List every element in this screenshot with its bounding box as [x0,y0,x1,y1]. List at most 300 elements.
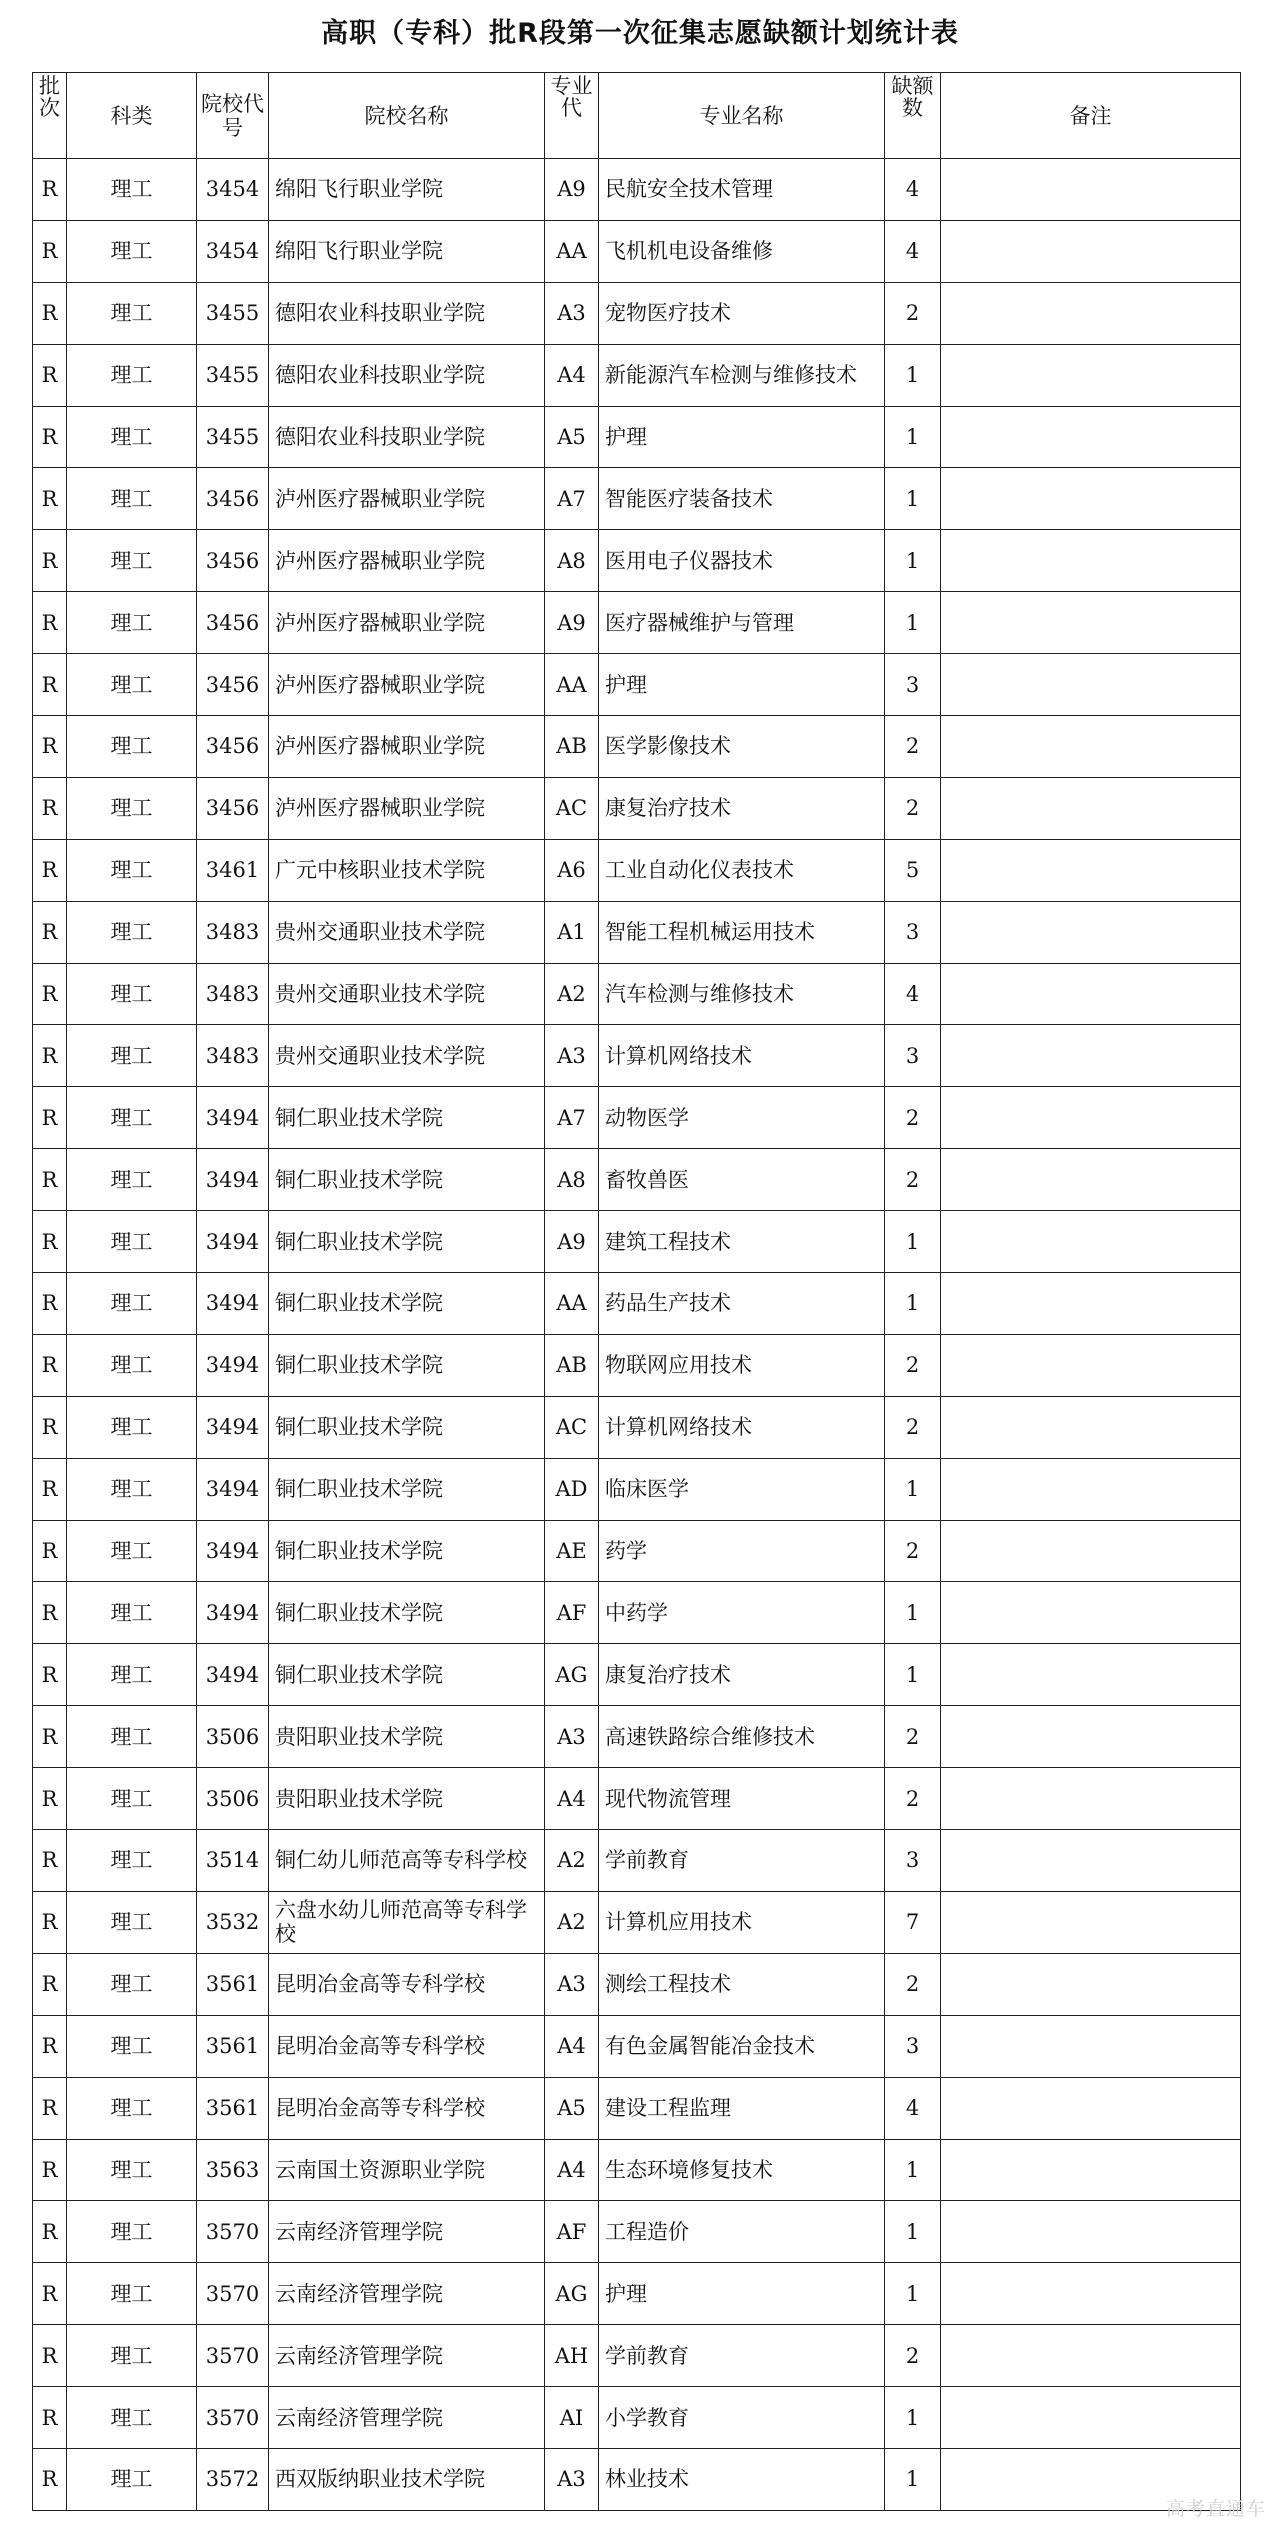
cell-vacancies: 1 [885,1582,941,1644]
cell-remark [941,2015,1241,2077]
cell-major-code: AD [545,1458,599,1520]
table-row [33,1582,1241,1644]
table-row [33,1768,1241,1830]
cell-remark [941,2263,1241,2325]
cell-batch: R [33,1087,67,1149]
cell-batch: R [33,2263,67,2325]
cell-school-code: 3461 [197,839,269,901]
cell-major-name: 宠物医疗技术 [599,282,885,344]
cell-major-code: A4 [545,1768,599,1830]
cell-school-code: 3494 [197,1149,269,1211]
cell-school-name: 铜仁职业技术学院 [269,1396,545,1458]
cell-major-name: 林业技术 [599,2448,885,2510]
table-row [33,530,1241,592]
page-title: 高职（专科）批R段第一次征集志愿缺额计划统计表 [321,18,959,49]
cell-remark [941,1458,1241,1520]
cell-remark [941,1087,1241,1149]
cell-school-code: 3456 [197,777,269,839]
header-category: 科类 [67,73,197,159]
cell-batch: R [33,1149,67,1211]
cell-vacancies: 3 [885,654,941,716]
header-major-code: 专业代 [545,73,599,159]
cell-remark [941,716,1241,778]
cell-major-name: 医用电子仪器技术 [599,530,885,592]
cell-major-name: 医学影像技术 [599,716,885,778]
cell-major-name: 护理 [599,2263,885,2325]
cell-category: 理工 [67,220,197,282]
cell-category: 理工 [67,1087,197,1149]
cell-category: 理工 [67,1211,197,1273]
cell-category: 理工 [67,839,197,901]
cell-category: 理工 [67,406,197,468]
cell-remark [941,2139,1241,2201]
cell-remark [941,1953,1241,2015]
cell-batch: R [33,1768,67,1830]
cell-vacancies: 4 [885,2077,941,2139]
cell-school-code: 3483 [197,1025,269,1087]
cell-remark [941,1334,1241,1396]
cell-major-name: 医疗器械维护与管理 [599,592,885,654]
cell-vacancies: 2 [885,1520,941,1582]
cell-major-name: 智能医疗装备技术 [599,468,885,530]
cell-vacancies: 3 [885,1025,941,1087]
cell-school-name: 泸州医疗器械职业学院 [269,468,545,530]
cell-major-name: 民航安全技术管理 [599,159,885,221]
cell-school-name: 云南经济管理学院 [269,2387,545,2449]
cell-batch: R [33,282,67,344]
cell-remark [941,344,1241,406]
cell-major-code: AC [545,1396,599,1458]
cell-major-name: 智能工程机械运用技术 [599,901,885,963]
cell-major-name: 小学教育 [599,2387,885,2449]
cell-school-name: 铜仁职业技术学院 [269,1211,545,1273]
table-row [33,1025,1241,1087]
cell-batch: R [33,2325,67,2387]
cell-major-name: 工业自动化仪表技术 [599,839,885,901]
cell-batch: R [33,1644,67,1706]
cell-major-name: 动物医学 [599,1087,885,1149]
cell-batch: R [33,159,67,221]
cell-batch: R [33,1334,67,1396]
cell-school-code: 3483 [197,963,269,1025]
cell-remark [941,839,1241,901]
table-row [33,1396,1241,1458]
cell-batch: R [33,530,67,592]
cell-school-code: 3561 [197,1953,269,2015]
cell-school-name: 云南经济管理学院 [269,2325,545,2387]
cell-school-code: 3494 [197,1087,269,1149]
cell-vacancies: 1 [885,2139,941,2201]
cell-major-code: AF [545,2201,599,2263]
cell-major-code: A4 [545,344,599,406]
cell-major-name: 建设工程监理 [599,2077,885,2139]
cell-remark [941,1891,1241,1953]
cell-category: 理工 [67,2015,197,2077]
cell-school-name: 泸州医疗器械职业学院 [269,654,545,716]
cell-school-name: 铜仁幼儿师范高等专科学校 [269,1830,545,1892]
cell-major-name: 现代物流管理 [599,1768,885,1830]
cell-remark [941,592,1241,654]
cell-vacancies: 7 [885,1891,941,1953]
cell-school-code: 3456 [197,716,269,778]
cell-major-name: 药品生产技术 [599,1273,885,1335]
cell-school-name: 德阳农业科技职业学院 [269,406,545,468]
cell-school-code: 3456 [197,592,269,654]
cell-category: 理工 [67,159,197,221]
cell-major-name: 生态环境修复技术 [599,2139,885,2201]
header-vacancies: 缺额数 [885,73,941,159]
cell-remark [941,1396,1241,1458]
cell-batch: R [33,839,67,901]
cell-major-code: AE [545,1520,599,1582]
cell-batch: R [33,2387,67,2449]
cell-major-code: A8 [545,530,599,592]
cell-batch: R [33,1396,67,1458]
table-row [33,2077,1241,2139]
vacancy-table [32,72,1241,2511]
cell-major-code: A9 [545,592,599,654]
table-row [33,777,1241,839]
cell-major-code: AG [545,1644,599,1706]
cell-vacancies: 2 [885,1396,941,1458]
cell-batch: R [33,654,67,716]
cell-batch: R [33,1458,67,1520]
cell-major-code: AI [545,2387,599,2449]
cell-major-name: 护理 [599,406,885,468]
cell-major-code: A4 [545,2015,599,2077]
cell-school-code: 3494 [197,1334,269,1396]
table-row [33,654,1241,716]
cell-vacancies: 1 [885,1458,941,1520]
cell-school-code: 3455 [197,282,269,344]
cell-remark [941,1706,1241,1768]
cell-major-code: A8 [545,1149,599,1211]
cell-major-code: A5 [545,406,599,468]
cell-vacancies: 2 [885,1768,941,1830]
cell-school-code: 3494 [197,1644,269,1706]
cell-category: 理工 [67,1025,197,1087]
cell-school-code: 3506 [197,1706,269,1768]
table-header-row [33,73,1241,159]
cell-category: 理工 [67,654,197,716]
cell-vacancies: 1 [885,2263,941,2325]
cell-category: 理工 [67,2325,197,2387]
cell-major-name: 计算机网络技术 [599,1025,885,1087]
cell-school-code: 3454 [197,159,269,221]
table-row [33,159,1241,221]
table-row [33,1458,1241,1520]
cell-major-code: A9 [545,1211,599,1273]
table-body [33,159,1241,2511]
cell-batch: R [33,901,67,963]
cell-remark [941,2387,1241,2449]
cell-school-code: 3494 [197,1273,269,1335]
table-row [33,1891,1241,1953]
cell-vacancies: 1 [885,2201,941,2263]
cell-vacancies: 3 [885,1830,941,1892]
watermark-text: 高考直通车 [1165,2498,1266,2520]
cell-category: 理工 [67,2387,197,2449]
cell-category: 理工 [67,1644,197,1706]
cell-vacancies: 4 [885,159,941,221]
cell-major-code: AF [545,1582,599,1644]
cell-remark [941,1582,1241,1644]
cell-remark [941,1768,1241,1830]
cell-major-code: A3 [545,282,599,344]
cell-school-name: 铜仁职业技术学院 [269,1582,545,1644]
cell-vacancies: 1 [885,530,941,592]
cell-vacancies: 2 [885,777,941,839]
cell-major-name: 工程造价 [599,2201,885,2263]
cell-major-name: 高速铁路综合维修技术 [599,1706,885,1768]
cell-major-name: 学前教育 [599,1830,885,1892]
cell-school-name: 铜仁职业技术学院 [269,1458,545,1520]
cell-school-name: 泸州医疗器械职业学院 [269,592,545,654]
cell-category: 理工 [67,901,197,963]
cell-category: 理工 [67,2263,197,2325]
table-row [33,592,1241,654]
cell-category: 理工 [67,1891,197,1953]
table-row [33,406,1241,468]
cell-remark [941,468,1241,530]
cell-category: 理工 [67,1149,197,1211]
cell-school-name: 云南国土资源职业学院 [269,2139,545,2201]
cell-school-name: 昆明冶金高等专科学校 [269,1953,545,2015]
cell-major-code: AA [545,1273,599,1335]
cell-major-code: A3 [545,1953,599,2015]
cell-school-code: 3572 [197,2448,269,2510]
cell-remark [941,159,1241,221]
cell-major-name: 学前教育 [599,2325,885,2387]
cell-school-name: 德阳农业科技职业学院 [269,282,545,344]
cell-school-code: 3561 [197,2077,269,2139]
cell-category: 理工 [67,1334,197,1396]
cell-vacancies: 1 [885,468,941,530]
cell-category: 理工 [67,1396,197,1458]
cell-remark [941,530,1241,592]
cell-category: 理工 [67,344,197,406]
table-row [33,839,1241,901]
cell-school-name: 贵州交通职业技术学院 [269,963,545,1025]
table-row [33,282,1241,344]
table-row [33,2448,1241,2510]
table-row [33,716,1241,778]
cell-major-code: AB [545,1334,599,1396]
cell-major-name: 康复治疗技术 [599,1644,885,1706]
cell-remark [941,1830,1241,1892]
cell-school-code: 3494 [197,1520,269,1582]
cell-major-code: AA [545,654,599,716]
cell-school-code: 3506 [197,1768,269,1830]
cell-school-code: 3570 [197,2387,269,2449]
cell-school-code: 3483 [197,901,269,963]
header-major-name: 专业名称 [599,73,885,159]
table-row [33,2201,1241,2263]
cell-remark [941,220,1241,282]
cell-batch: R [33,2077,67,2139]
cell-vacancies: 1 [885,406,941,468]
table-row [33,1953,1241,2015]
cell-batch: R [33,2448,67,2510]
cell-school-name: 铜仁职业技术学院 [269,1149,545,1211]
cell-batch: R [33,1273,67,1335]
cell-school-code: 3456 [197,654,269,716]
cell-major-code: AB [545,716,599,778]
table-row [33,2325,1241,2387]
cell-major-name: 临床医学 [599,1458,885,1520]
cell-major-code: A3 [545,1706,599,1768]
cell-school-code: 3570 [197,2201,269,2263]
cell-school-name: 绵阳飞行职业学院 [269,220,545,282]
cell-major-name: 飞机机电设备维修 [599,220,885,282]
cell-major-code: A3 [545,2448,599,2510]
cell-major-code: A3 [545,1025,599,1087]
cell-batch: R [33,2201,67,2263]
cell-batch: R [33,716,67,778]
cell-school-code: 3494 [197,1211,269,1273]
cell-school-name: 广元中核职业技术学院 [269,839,545,901]
cell-school-code: 3456 [197,530,269,592]
cell-batch: R [33,1582,67,1644]
cell-batch: R [33,963,67,1025]
cell-remark [941,2325,1241,2387]
cell-major-code: A7 [545,1087,599,1149]
cell-category: 理工 [67,1582,197,1644]
cell-vacancies: 3 [885,2015,941,2077]
cell-major-code: A9 [545,159,599,221]
header-remark: 备注 [941,73,1241,159]
cell-vacancies: 2 [885,1087,941,1149]
cell-school-name: 云南经济管理学院 [269,2201,545,2263]
cell-school-code: 3494 [197,1396,269,1458]
cell-batch: R [33,1706,67,1768]
cell-category: 理工 [67,1273,197,1335]
cell-school-name: 昆明冶金高等专科学校 [269,2077,545,2139]
cell-major-name: 药学 [599,1520,885,1582]
cell-major-name: 中药学 [599,1582,885,1644]
cell-school-code: 3570 [197,2325,269,2387]
cell-major-code: A7 [545,468,599,530]
cell-major-name: 建筑工程技术 [599,1211,885,1273]
cell-category: 理工 [67,777,197,839]
cell-major-code: A1 [545,901,599,963]
cell-major-code: AH [545,2325,599,2387]
cell-vacancies: 1 [885,1211,941,1273]
table-row [33,1087,1241,1149]
cell-major-code: A6 [545,839,599,901]
cell-batch: R [33,2139,67,2201]
cell-vacancies: 2 [885,1334,941,1396]
table-row [33,1334,1241,1396]
cell-batch: R [33,1520,67,1582]
table-row [33,1273,1241,1335]
table-row [33,1830,1241,1892]
cell-school-code: 3455 [197,406,269,468]
cell-school-name: 贵州交通职业技术学院 [269,901,545,963]
cell-remark [941,1025,1241,1087]
table-row [33,1520,1241,1582]
cell-category: 理工 [67,963,197,1025]
table-row [33,344,1241,406]
cell-batch: R [33,777,67,839]
cell-vacancies: 1 [885,592,941,654]
cell-school-name: 贵阳职业技术学院 [269,1768,545,1830]
cell-school-code: 3456 [197,468,269,530]
cell-major-name: 计算机网络技术 [599,1396,885,1458]
cell-school-name: 泸州医疗器械职业学院 [269,530,545,592]
cell-category: 理工 [67,2201,197,2263]
cell-batch: R [33,1211,67,1273]
cell-school-name: 云南经济管理学院 [269,2263,545,2325]
cell-category: 理工 [67,1768,197,1830]
cell-category: 理工 [67,1458,197,1520]
header-batch: 批次 [33,73,67,159]
cell-major-code: A5 [545,2077,599,2139]
cell-major-code: A2 [545,1891,599,1953]
table-row [33,901,1241,963]
cell-major-name: 物联网应用技术 [599,1334,885,1396]
table-row [33,220,1241,282]
cell-school-code: 3563 [197,2139,269,2201]
cell-vacancies: 1 [885,2448,941,2510]
cell-batch: R [33,1891,67,1953]
table-row [33,963,1241,1025]
cell-remark [941,777,1241,839]
cell-vacancies: 1 [885,344,941,406]
cell-category: 理工 [67,468,197,530]
cell-category: 理工 [67,592,197,654]
cell-remark [941,282,1241,344]
table-row [33,2015,1241,2077]
cell-major-name: 测绘工程技术 [599,1953,885,2015]
cell-category: 理工 [67,1953,197,2015]
cell-remark [941,1149,1241,1211]
table-row [33,2387,1241,2449]
cell-batch: R [33,468,67,530]
cell-category: 理工 [67,2139,197,2201]
cell-remark [941,654,1241,716]
cell-major-code: AA [545,220,599,282]
cell-major-name: 康复治疗技术 [599,777,885,839]
cell-major-name: 新能源汽车检测与维修技术 [599,344,885,406]
cell-batch: R [33,1953,67,2015]
cell-vacancies: 4 [885,220,941,282]
cell-category: 理工 [67,282,197,344]
table-row [33,2263,1241,2325]
cell-major-code: A4 [545,2139,599,2201]
cell-school-code: 3532 [197,1891,269,1953]
table-row [33,1211,1241,1273]
cell-major-code: A2 [545,1830,599,1892]
cell-school-name: 德阳农业科技职业学院 [269,344,545,406]
cell-remark [941,1520,1241,1582]
cell-batch: R [33,1025,67,1087]
cell-vacancies: 1 [885,1644,941,1706]
cell-category: 理工 [67,1706,197,1768]
cell-school-name: 铜仁职业技术学院 [269,1644,545,1706]
cell-category: 理工 [67,2077,197,2139]
cell-major-name: 计算机应用技术 [599,1891,885,1953]
cell-batch: R [33,2015,67,2077]
cell-batch: R [33,344,67,406]
table-row [33,1149,1241,1211]
header-school-name: 院校名称 [269,73,545,159]
cell-batch: R [33,406,67,468]
cell-major-code: AG [545,2263,599,2325]
cell-vacancies: 2 [885,1953,941,2015]
cell-school-name: 贵阳职业技术学院 [269,1706,545,1768]
cell-vacancies: 2 [885,1706,941,1768]
